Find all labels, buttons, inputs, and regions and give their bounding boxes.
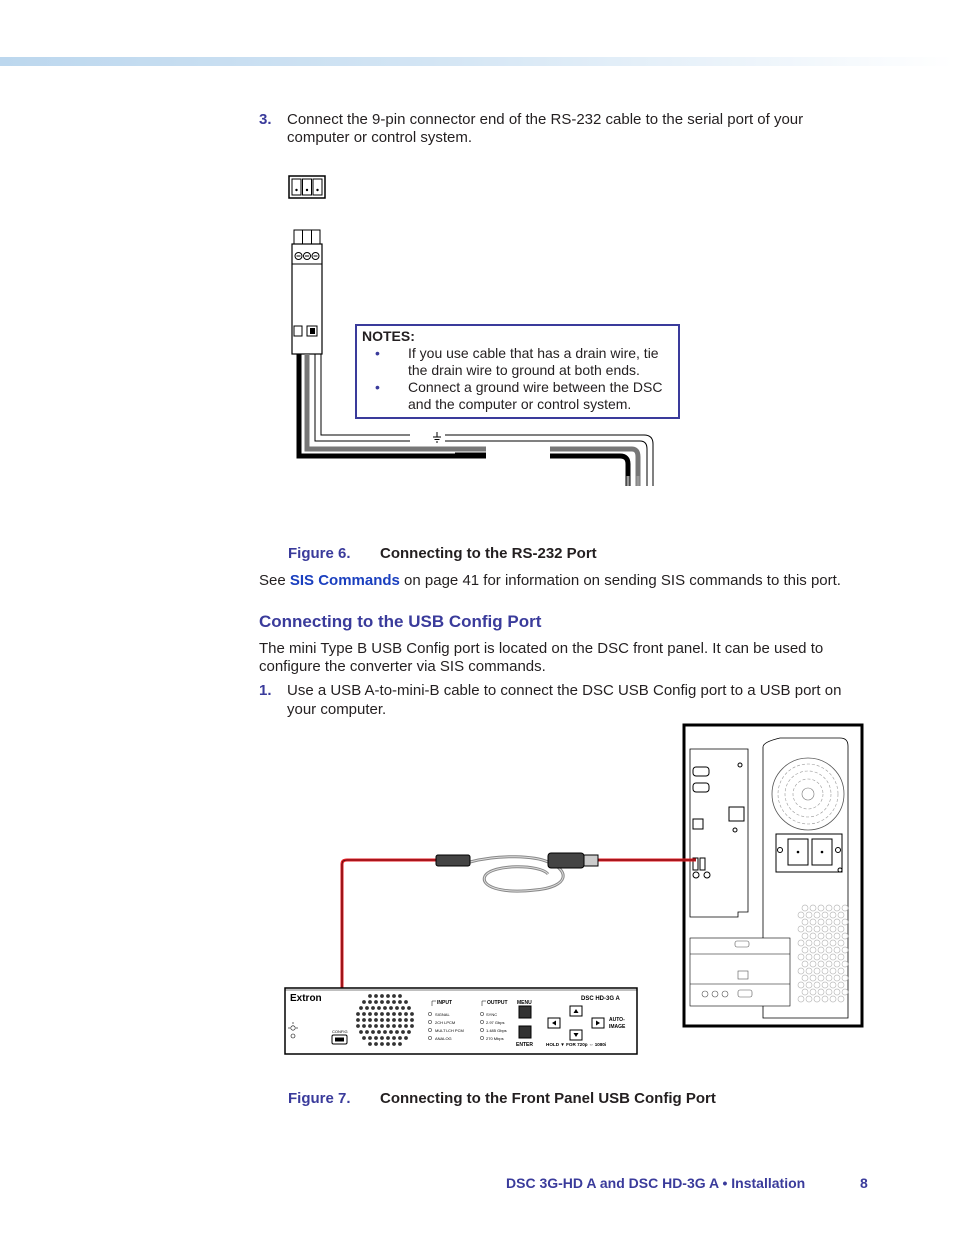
- footer-title: DSC 3G-HD A and DSC HD-3G A • Installation: [506, 1175, 806, 1191]
- step-1-text-line1: Use a USB A-to-mini-B cable to connect the DSC USB Config port to a USB port on: [287, 682, 842, 699]
- notes-item-text: Connect a ground wire between the DSC and the computer or control system.: [408, 379, 663, 412]
- notes-item: [375, 345, 675, 379]
- input-title: INPUT: [437, 1000, 452, 1006]
- computer-tower: [684, 725, 862, 1026]
- step-3-number: 3.: [259, 111, 272, 128]
- figure-7-title: Connecting to the Front Panel USB Config Port: [380, 1090, 716, 1107]
- notes-item-text: If you use cable that has a drain wire, tie the drain wire to ground at both ends.: [408, 345, 659, 378]
- model-label: DSC HD-3G A: [581, 996, 620, 1002]
- input-led-label: ANALOG: [435, 1036, 452, 1041]
- notes-box: [355, 324, 680, 419]
- menu-button[interactable]: [519, 1006, 531, 1018]
- captive-screw-connector: [289, 176, 325, 198]
- enter-button[interactable]: [519, 1026, 531, 1038]
- notes-title: NOTES:: [362, 328, 415, 344]
- section-heading: Connecting to the USB Config Port: [259, 612, 542, 631]
- ground-symbol-icon: [433, 432, 441, 442]
- input-led-label: MULTI-CH PCM: [435, 1028, 464, 1033]
- figure-6-title: Connecting to the RS-232 Port: [380, 545, 597, 562]
- notes-item: [375, 379, 675, 413]
- figure-7-label: Figure 7.: [288, 1090, 351, 1107]
- auto-image-label: IMAGE: [609, 1024, 626, 1030]
- see-prefix: See: [259, 572, 290, 589]
- hold-instruction: HOLD ▼ FOR 720p ⇔ 1080i: [546, 1042, 607, 1047]
- input-led-label: SIGNAL: [435, 1012, 450, 1017]
- figure-6-label: Figure 6.: [288, 545, 351, 562]
- output-led-label: SYNC: [486, 1012, 498, 1017]
- page-number: 8: [860, 1175, 868, 1191]
- see-sis-commands-line: [259, 572, 841, 590]
- notes-list: [375, 345, 675, 413]
- section-intro-line2: configure the converter via SIS commands.: [259, 658, 546, 675]
- see-suffix: on page 41 for information on sending SIS commands to this port.: [399, 572, 841, 589]
- step-3-text-line2: computer or control system.: [287, 129, 473, 146]
- enter-label: ENTER: [516, 1042, 533, 1048]
- sis-commands-link[interactable]: SIS Commands: [289, 572, 400, 589]
- extron-logo: Extron: [290, 993, 322, 1004]
- step-1-number: 1.: [259, 682, 272, 699]
- input-led-label: 2CH LPCM: [435, 1020, 456, 1025]
- config-label: CONFIG: [332, 1029, 348, 1034]
- output-led-label: 1.485 Gbps: [486, 1028, 507, 1033]
- auto-image-label: AUTO-: [609, 1017, 625, 1023]
- usb-icon: [335, 1038, 344, 1042]
- header-gradient-bar: [0, 57, 954, 66]
- output-led-label: 2.97 Gbps: [486, 1020, 505, 1025]
- usb-cable-coiled: [436, 853, 598, 891]
- output-title: OUTPUT: [487, 1000, 508, 1006]
- bullet-icon: •: [375, 379, 380, 395]
- menu-label: MENU: [517, 1000, 532, 1006]
- captive-screw-plug: [292, 230, 322, 354]
- step-1-text-line2: your computer.: [287, 701, 387, 718]
- dsc-front-panel: [285, 988, 637, 1054]
- bullet-icon: •: [375, 345, 380, 361]
- usb-connection-diagram: [280, 722, 865, 1060]
- section-intro-line1: The mini Type B USB Config port is located on the DSC front panel. It can be used to: [259, 640, 824, 657]
- output-led-label: 270 Mbps: [486, 1036, 504, 1041]
- step-3-text-line1: Connect the 9-pin connector end of the RS-232 cable to the serial port of your: [287, 111, 804, 128]
